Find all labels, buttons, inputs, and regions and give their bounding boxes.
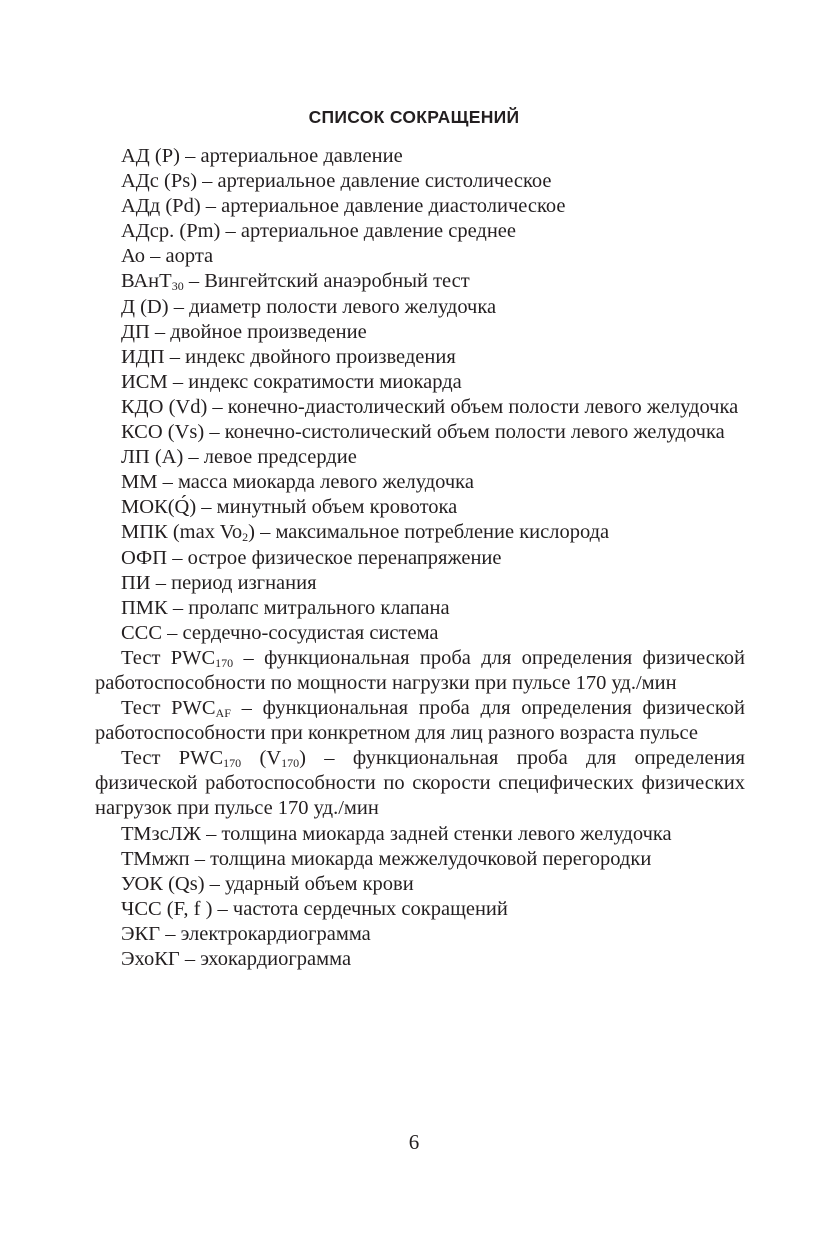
list-item: Тест $PWC_{170}$ $(V_{170})$ – функциональная проба для определения физической работоспособности по скорости специфических физических нагрузок при пульсе 170 уд./мин	[95, 747, 745, 820]
list-item: КДО (Vd) – конечно-диастолический объем полости левого желудочка	[121, 395, 739, 418]
definition: сердечно-сосудистая система	[182, 621, 439, 644]
definition: индекс сократимости миокарда	[188, 370, 462, 393]
list-item: Ао – аорта	[121, 245, 214, 268]
definition: острое физическое перенапряжение	[187, 546, 502, 569]
abbreviation: КСО (Vs)	[121, 421, 205, 444]
abbreviation: Д (D)	[121, 295, 169, 318]
definition: толщина миокарда задней стенки левого желудочка	[221, 822, 672, 845]
definition: конечно-систолический объем полости левого желудочка	[224, 421, 725, 444]
definition: максимальное потребление кислорода	[275, 521, 610, 544]
definition: двойное произведение	[170, 320, 367, 343]
definition: ударный объем крови	[225, 872, 414, 895]
abbreviation: ТМмжп	[121, 847, 190, 870]
abbreviation: ДП	[121, 320, 150, 343]
abbreviation: Тест PWC	[121, 747, 224, 770]
abbreviation: ЛП (A)	[121, 446, 184, 469]
abbreviation: АДср. (Pm)	[121, 220, 221, 243]
definition: пролапс митрального клапана	[188, 596, 450, 619]
list-item: ЭКГ – электрокардиограмма	[121, 922, 371, 945]
list-item: АДд (Pd) – артериальное давление диастолическое	[121, 195, 566, 218]
definition: Вингейтский анаэробный тест	[204, 270, 470, 293]
list-item: АД (P) – артериальное давление	[121, 145, 403, 167]
list-item: МПК (max $Vo_2$) – максимальное потребление кислорода	[121, 521, 610, 545]
abbreviation-subscript: 170	[281, 756, 300, 771]
definition: аорта	[165, 245, 214, 268]
page-number: 6	[408, 1130, 420, 1154]
list-item: Тест $PWC_{AF}$ – функциональная проба для определения физической работоспособности при конкретном для лиц разного возраста пульсе	[95, 697, 745, 745]
abbreviation: Ао	[121, 245, 146, 268]
list-item: ОФП – острое физическое перенапряжение	[121, 546, 502, 569]
definition: толщина миокарда межжелудочковой перегородки	[210, 847, 652, 870]
abbreviation: ЧСС (F, f )	[121, 897, 213, 920]
list-item: ТМзсЛЖ – толщина миокарда задней стенки левого желудочка	[121, 822, 672, 845]
abbreviation: ССС	[121, 621, 163, 644]
abbreviation: ММ	[121, 471, 158, 494]
list-item: ВАнТ$_{30}$ – Вингейтский анаэробный тест	[121, 270, 470, 294]
definition: артериальное давление систолическое	[217, 170, 552, 193]
list-item: АДср. (Pm) – артериальное давление среднее	[121, 220, 517, 243]
abbreviation-tail: )	[248, 521, 255, 544]
list-item: ИСМ – индекс сократимости миокарда	[121, 370, 462, 393]
list-item: ТМмжп – толщина миокарда межжелудочковой перегородки	[121, 847, 652, 870]
abbreviation: АД (P)	[121, 145, 180, 167]
list-item: ПМК – пролапс митрального клапана	[121, 596, 450, 619]
abbreviation-subscript: 2	[242, 530, 249, 545]
abbreviation-tail: )	[299, 747, 306, 770]
definition: эхокардиограмма	[200, 948, 352, 970]
definition: масса миокарда левого желудочка	[177, 471, 474, 494]
abbreviation-subscript: 170	[223, 756, 242, 771]
abbreviation: УОК (Qs)	[121, 872, 205, 895]
abbreviation: ПМК	[121, 596, 168, 619]
abbreviation: ИДП	[121, 345, 165, 368]
definition: период изгнания	[171, 571, 317, 594]
definition: левое предсердие	[203, 446, 357, 469]
abbreviation-mid: (V	[241, 747, 282, 770]
definition: функциональная проба для определения физической работоспособности при конкретном для лиц разного возраста пульсе	[95, 697, 745, 745]
definition: функциональная проба для определения физической работоспособности по мощности нагрузки при пульсе 170 уд./мин	[95, 646, 745, 694]
list-item: ЛП (A) – левое предсердие	[121, 446, 357, 469]
list-item: ЧСС (F, f ) – частота сердечных сокращений	[121, 897, 508, 920]
list-item: Д (D) – диаметр полости левого желудочка	[121, 295, 497, 318]
abbreviation: ВАнТ	[121, 270, 172, 293]
definition: индекс двойного произведения	[185, 345, 456, 368]
definition: электрокардиограмма	[180, 922, 371, 945]
abbreviation: КДО (Vd)	[121, 395, 208, 418]
list-item: ДП – двойное произведение	[121, 320, 367, 343]
abbreviation: ПИ	[121, 571, 151, 594]
abbreviation: МОК(Q́)	[121, 496, 197, 519]
definition: функциональная проба для определения физической работоспособности по скорости специфических физических нагрузок при пульсе 170 уд./мин	[95, 747, 745, 820]
list-item: КСО (Vs) – конечно-систолический объем полости левого желудочка	[121, 421, 725, 444]
definition: артериальное давление среднее	[240, 220, 517, 243]
list-item: ММ – масса миокарда левого желудочка	[121, 471, 474, 494]
abbreviation: АДс (Ps)	[121, 170, 198, 193]
definition: частота сердечных сокращений	[232, 897, 508, 920]
list-item: АДс (Ps) – артериальное давление систолическое	[121, 170, 552, 193]
abbreviation-subscript: AF	[215, 706, 231, 721]
list-item: УОК (Qs) – ударный объем крови	[121, 872, 414, 895]
abbreviation-subscript: 30	[171, 279, 184, 294]
list-item: ИДП – индекс двойного произведения	[121, 345, 456, 368]
definition: минутный объем кровотока	[216, 496, 458, 519]
definition: артериальное давление	[200, 145, 403, 167]
abbreviation: Тест PWC	[121, 646, 216, 669]
list-item: ССС – сердечно-сосудистая система	[121, 621, 439, 644]
abbreviation: ОФП	[121, 546, 168, 569]
abbreviation-list	[95, 144, 745, 972]
list-item: ПИ – период изгнания	[121, 571, 317, 594]
list-item: МОК(Q́) – минутный объем кровотока	[121, 496, 458, 519]
page-title: СПИСОК СОКРАЩЕНИЙ	[308, 107, 520, 127]
abbreviation: ЭхоКГ	[121, 948, 180, 970]
abbreviation: Тест PWC	[121, 697, 216, 720]
definition: диаметр полости левого желудочка	[189, 295, 497, 318]
abbreviation-subscript: 170	[215, 655, 234, 670]
list-item: ЭхоКГ – эхокардиограмма	[121, 948, 352, 970]
abbreviation: ТМзсЛЖ	[121, 822, 201, 845]
abbreviation: АДд (Pd)	[121, 195, 201, 218]
abbreviation: МПК (max Vo	[121, 521, 243, 544]
definition: конечно-диастолический объем полости левого желудочка	[227, 395, 739, 418]
abbreviation: ИСМ	[121, 370, 168, 393]
abbreviation: ЭКГ	[121, 922, 161, 945]
definition: артериальное давление диастолическое	[221, 195, 566, 218]
list-item: Тест $PWC_{170}$ – функциональная проба для определения физической работоспособности по мощности нагрузки при пульсе 170 уд./мин	[95, 646, 745, 694]
